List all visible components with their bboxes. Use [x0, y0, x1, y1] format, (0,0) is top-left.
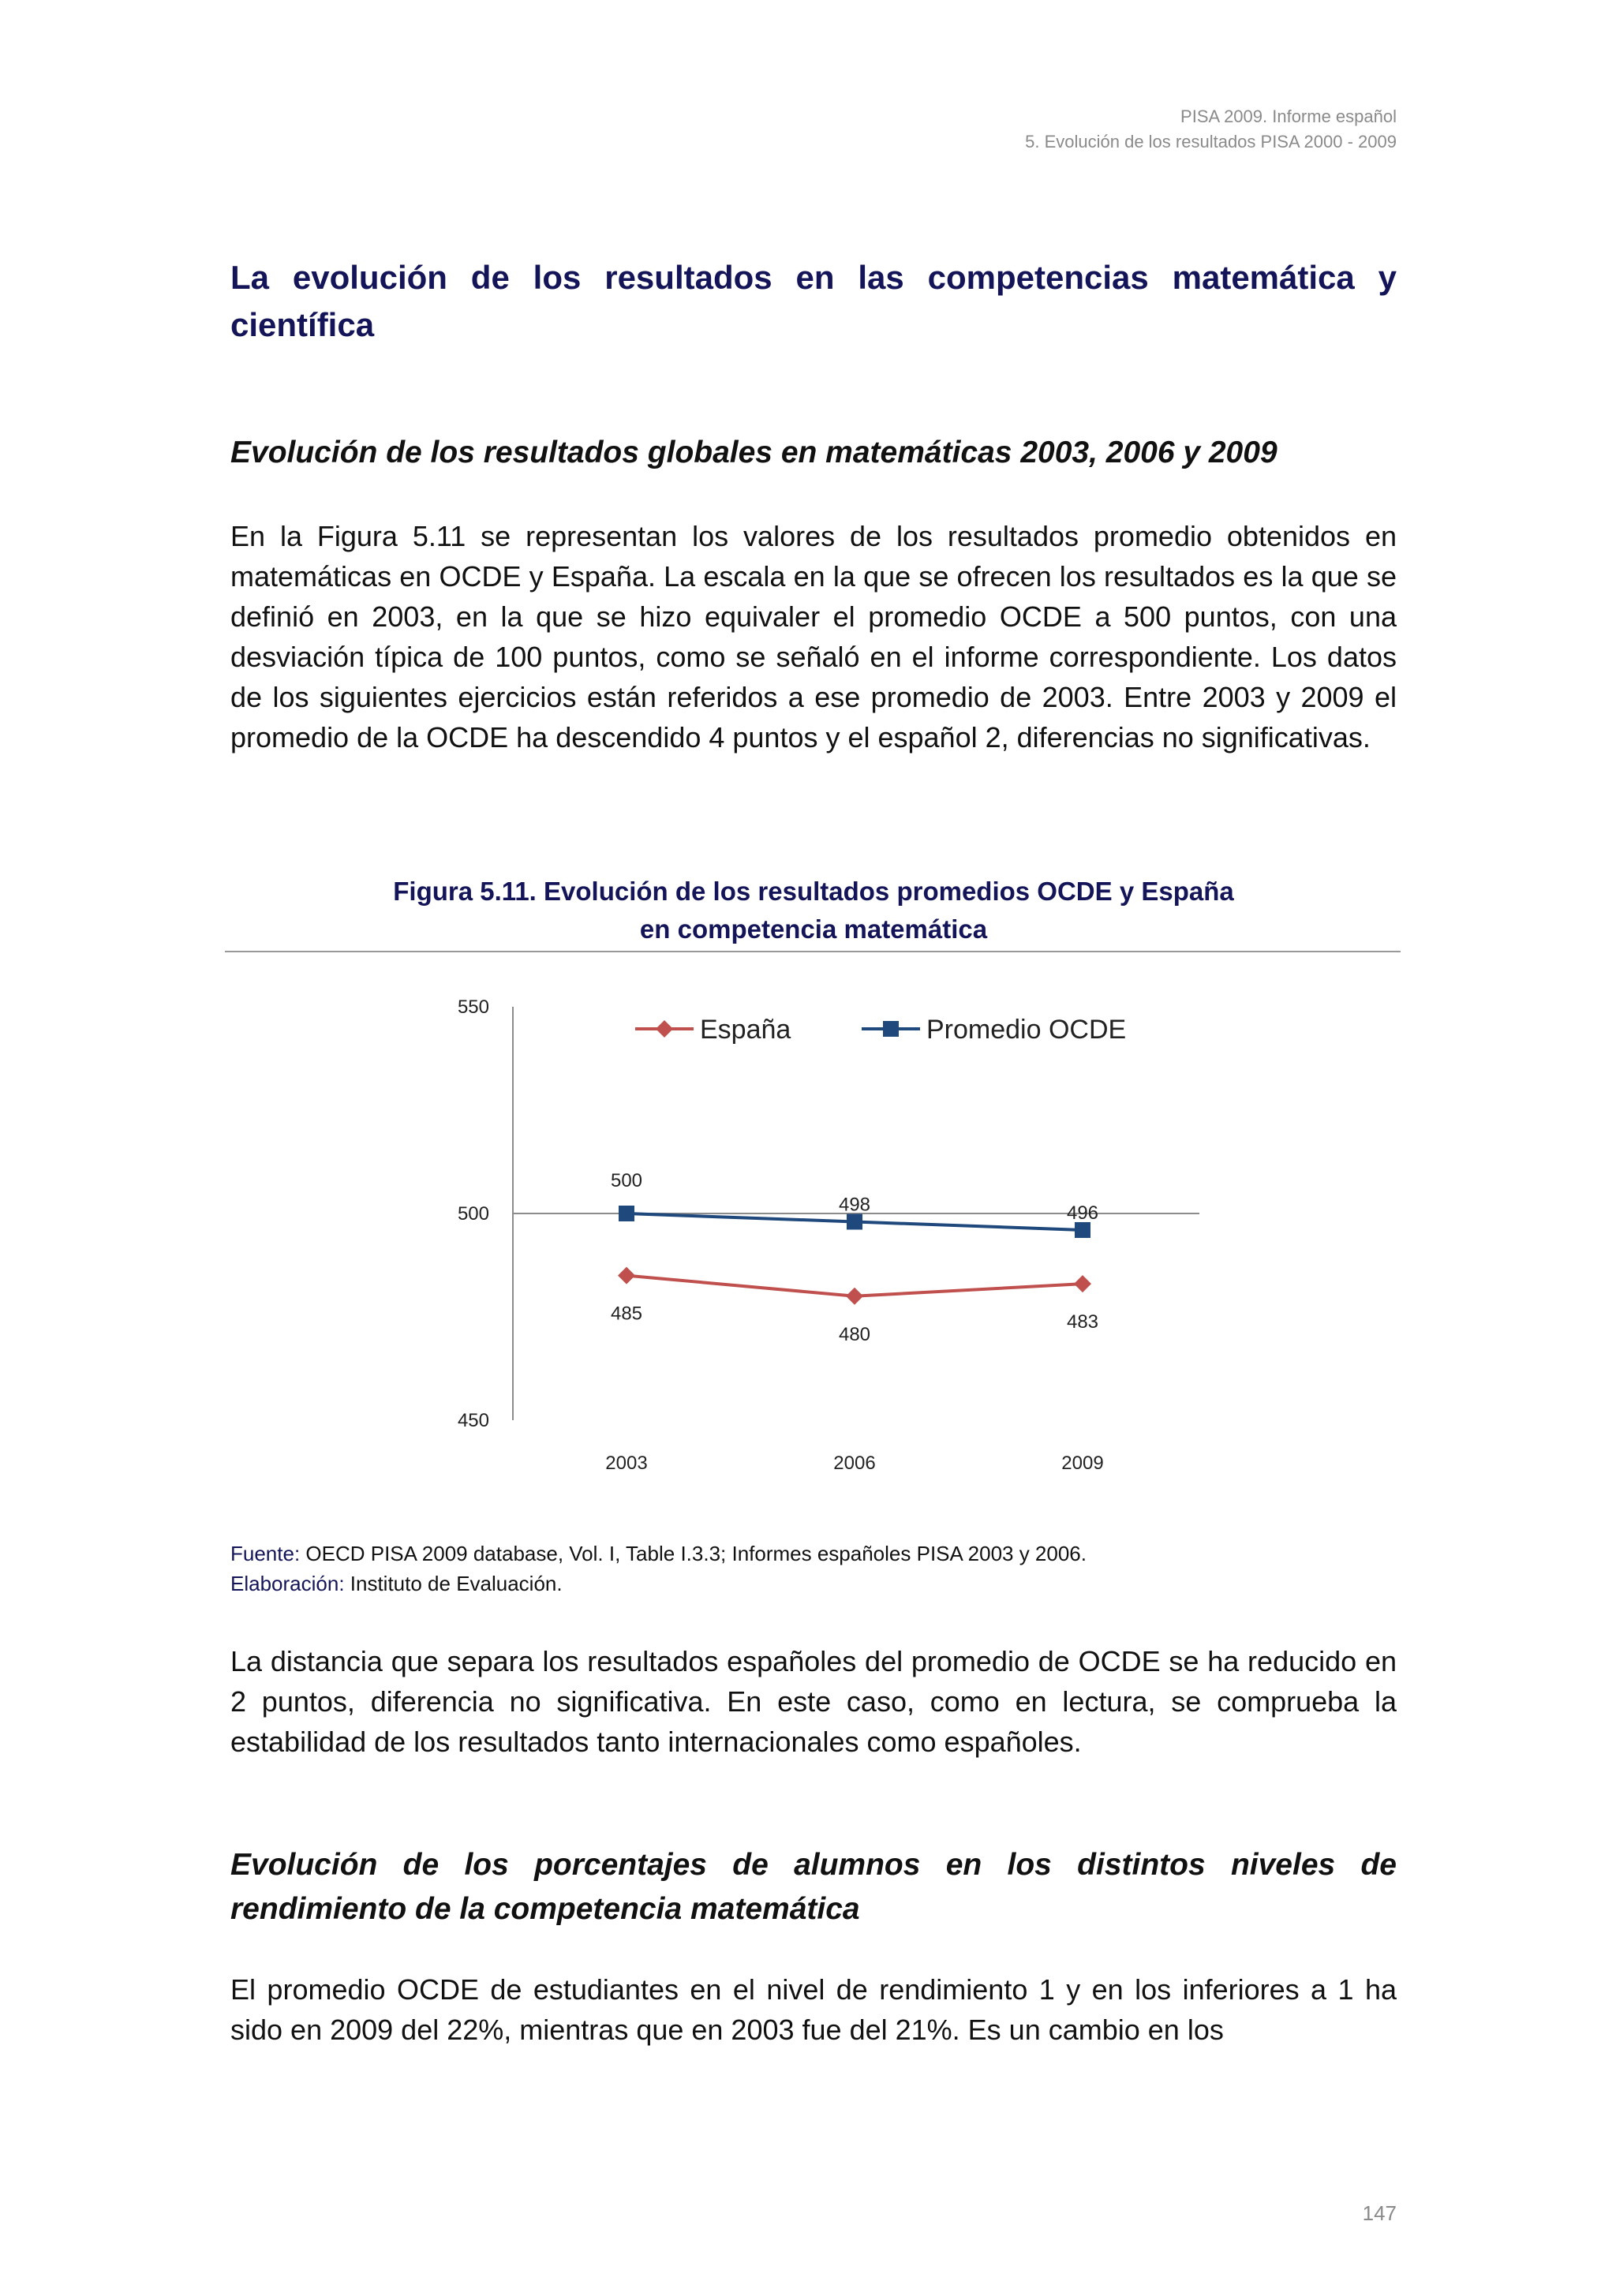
data-point-ocde-2003 [619, 1206, 634, 1221]
legend-label-ocde: Promedio OCDE [926, 1015, 1127, 1045]
x-tick-label-2006: 2006 [833, 1453, 876, 1474]
line-chart-container [395, 978, 1231, 1495]
elaboration-text: Instituto de Evaluación. [344, 1572, 563, 1595]
figure-caption-line2: en competencia matemática [639, 914, 988, 944]
y-tick-label-450: 450 [457, 1410, 489, 1431]
source-label: Fuente: [230, 1542, 301, 1565]
figure-caption-line1: Figura 5.11. Evolución de los resultados promedios OCDE y España [393, 877, 1234, 906]
legend-marker-espana [656, 1020, 673, 1038]
data-label-espana-2003: 485 [610, 1303, 643, 1325]
elaboration-label: Elaboración: [230, 1572, 345, 1595]
x-tick-label-2003: 2003 [605, 1453, 648, 1474]
elaboration-line [230, 1569, 1397, 1599]
source-line [230, 1539, 1397, 1569]
data-point-espana-2003 [618, 1267, 635, 1284]
data-label-espana-2006: 480 [838, 1323, 871, 1345]
data-point-espana-2009 [1074, 1275, 1091, 1292]
section-title: La evolución de los resultados en las competencias matemática y científica [230, 259, 1397, 343]
paragraph-levels: El promedio OCDE de estudiantes en el nivel de rendimiento 1 y en los inferiores a 1 ha sido en 2009 del 22%, mientras que en 2003 fue del 21%. Es un cambio en los [230, 1973, 1397, 2046]
data-point-ocde-2006 [847, 1213, 862, 1229]
data-label-ocde-2003: 500 [610, 1170, 643, 1191]
running-header-title: PISA 2009. Informe español [1180, 107, 1397, 126]
line-chart [395, 978, 1231, 1491]
data-label-ocde-2006: 498 [838, 1194, 871, 1216]
data-point-ocde-2009 [1075, 1222, 1090, 1238]
figure-caption [230, 873, 1397, 948]
x-tick-label-2009: 2009 [1061, 1453, 1104, 1474]
running-header-chapter: 5. Evolución de los resultados PISA 2000 - 2009 [1025, 132, 1397, 151]
y-tick-label-500: 500 [457, 1203, 489, 1225]
y-tick-label-550: 550 [457, 997, 489, 1018]
data-label-ocde-2009: 496 [1066, 1202, 1099, 1224]
page-number: 147 [1362, 2201, 1397, 2225]
source-text: OECD PISA 2009 database, Vol. I, Table I.3.3; Informes españoles PISA 2003 y 2006. [300, 1542, 1087, 1565]
paragraph-intro: En la Figura 5.11 se representan los valores de los resultados promedio obtenidos en matemáticas en OCDE y España. La escala en la que se ofrecen los resultados es la que se definió en 2003, en la que se hizo equivaler el promedio OCDE a 500 puntos, con una desviación típica de 100 puntos, como se señaló en el informe correspondiente. Los datos de los siguientes ejercicios están referidos a ese promedio de 2003. Entre 2003 y 2009 el promedio de la OCDE ha descendido 4 puntos y el español 2, diferencias no significativas. [230, 520, 1397, 753]
subsection-title-global-results: Evolución de los resultados globales en matemáticas 2003, 2006 y 2009 [230, 436, 1277, 469]
running-header [1025, 104, 1397, 155]
data-point-espana-2006 [846, 1288, 863, 1305]
legend-marker-ocde [883, 1021, 899, 1037]
legend-label-espana: España [700, 1015, 791, 1045]
figure-divider [225, 951, 1401, 952]
paragraph-distance: La distancia que separa los resultados españoles del promedio de OCDE se ha reducido en 2 puntos, diferencia no significativa. En este caso, como en lectura, se comprueba la estabilidad de los resultados tanto internacionales como españoles. [230, 1645, 1397, 1758]
subsection-title-performance-levels: Evolución de los porcentajes de alumnos en los distintos niveles de rendimiento de la competencia matemática [230, 1848, 1397, 1926]
figure-source [230, 1539, 1397, 1599]
data-label-espana-2009: 483 [1066, 1311, 1099, 1333]
